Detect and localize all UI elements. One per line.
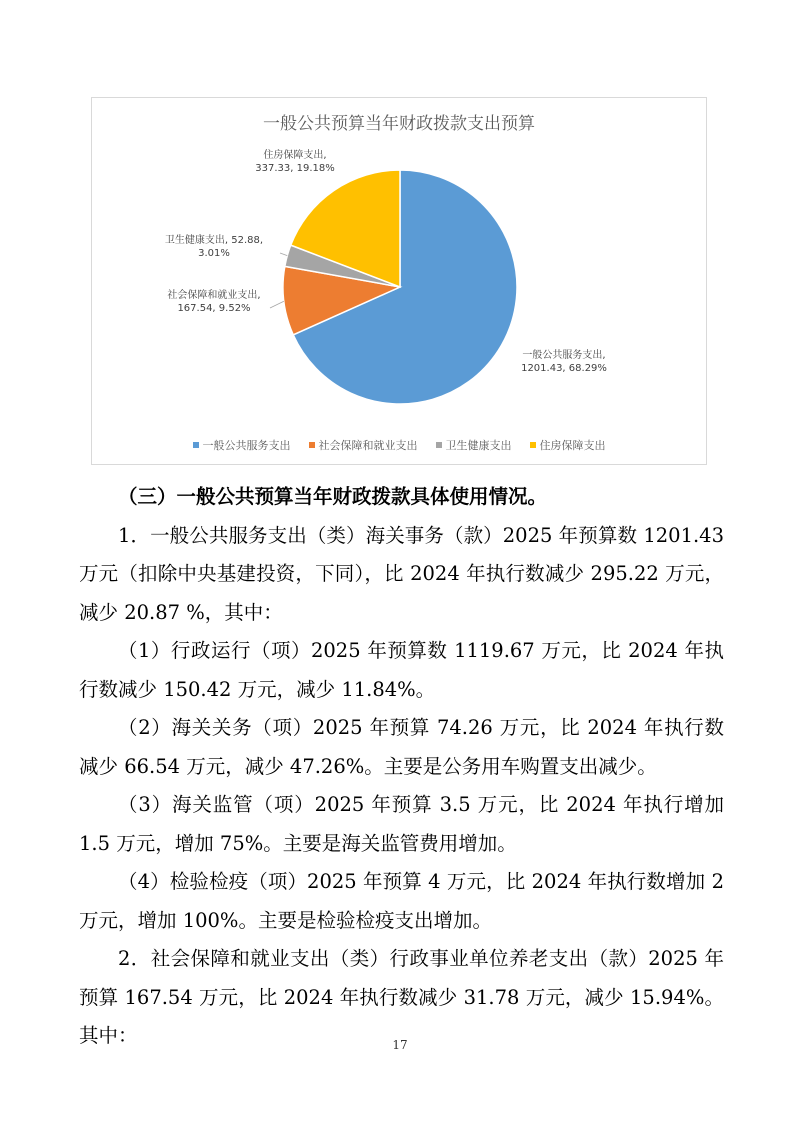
legend-label-social-security: 社会保障和就业支出 — [318, 439, 418, 452]
paragraph-general-services: 1．一般公共服务支出（类）海关事务（款）2025 年预算数 1201.43 万元（扣除中央基建投资，下同），比 2024 年执行数减少 295.22 万元，减少 20.87 %，其中： — [79, 523, 724, 624]
legend-swatch-health — [436, 442, 442, 448]
legend-swatch-general-services — [193, 442, 199, 448]
legend-swatch-social-security — [309, 442, 315, 448]
data-label-line2-housing: 337.33, 19.18% — [255, 163, 335, 174]
legend-label-housing: 住房保障支出 — [539, 439, 606, 452]
data-label-line2-health: 3.01% — [198, 248, 230, 259]
leader-line-social-security — [270, 301, 284, 308]
legend-label-health: 卫生健康支出 — [445, 439, 512, 452]
paragraph-customs-affairs: （2）海关关务（项）2025 年预算 74.26 万元，比 2024 年执行数减少 66.54 万元，减少 47.26%。主要是公务用车购置支出减少。 — [79, 716, 724, 778]
paragraph-customs-supervision: （3）海关监管（项）2025 年预算 3.5 万元，比 2024 年执行增加 1.5 万元，增加 75%。主要是海关监管费用增加。 — [79, 793, 724, 855]
data-label-social-security — [167, 288, 260, 314]
chart-title: 一般公共预算当年财政拨款支出预算 — [263, 114, 535, 134]
data-label-line2-social-security: 167.54, 9.52% — [177, 303, 251, 314]
data-label-housing — [255, 148, 334, 174]
data-label-line1-housing: 住房保障支出, — [263, 150, 327, 161]
legend-swatch-housing — [530, 442, 536, 448]
pie-chart — [91, 97, 707, 465]
data-label-line1-health: 卫生健康支出, 52.88, — [164, 235, 264, 246]
page-number: 17 — [392, 1038, 408, 1052]
legend-item-housing — [530, 437, 606, 453]
legend-item-social-security — [309, 437, 418, 453]
document-body — [79, 478, 724, 1056]
leader-line-health — [280, 253, 287, 256]
legend-label-general-services: 一般公共服务支出 — [202, 439, 291, 452]
data-label-line1-social-security: 社会保障和就业支出, — [167, 290, 261, 301]
data-label-health — [165, 233, 263, 259]
data-label-line1-general-services: 一般公共服务支出, — [522, 350, 606, 361]
legend-item-general-services — [193, 437, 291, 453]
pie-chart-svg — [92, 98, 706, 464]
paragraph-social-security: 2．社会保障和就业支出（类）行政事业单位养老支出（款）2025 年预算 167.54 万元，比 2024 年执行数减少 31.78 万元，减少 15.94%。其中： — [79, 947, 724, 1047]
data-label-general-services — [521, 348, 607, 374]
section-heading: （三）一般公共预算当年财政拨款具体使用情况。 — [118, 485, 548, 508]
data-label-line2-general-services: 1201.43, 68.29% — [521, 363, 607, 374]
paragraph-inspection-quarantine: （4）检验检疫（项）2025 年预算 4 万元，比 2024 年执行数增加 2 万元，增加 100%。主要是检验检疫支出增加。 — [79, 870, 724, 932]
legend-item-health — [436, 437, 512, 453]
paragraph-administrative-operation: （1）行政运行（项）2025 年预算数 1119.67 万元，比 2024 年执行数减少 150.42 万元，减少 11.84%。 — [79, 639, 724, 701]
chart-legend — [92, 437, 706, 453]
